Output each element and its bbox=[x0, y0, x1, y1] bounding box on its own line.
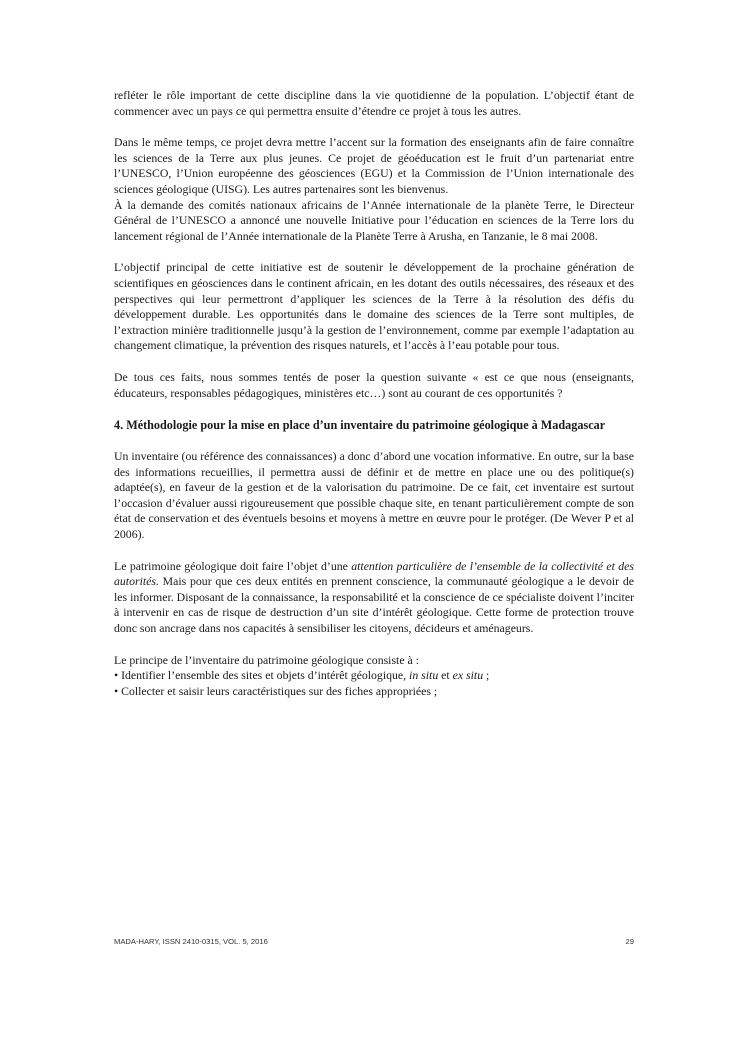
page-number: 29 bbox=[625, 937, 634, 946]
bullet-identify-text: • Identifier l’ensemble des sites et objets d’intérêt géologique, bbox=[114, 668, 410, 683]
bullet-conjunction: et bbox=[438, 668, 453, 683]
ex-situ-term: ex situ bbox=[452, 668, 484, 683]
paragraph-unesco-initiative: À la demande des comités nationaux africains de l’Année internationale de la planète Terre, le Directeur Général de l’UNESCO a annoncé une nouvelle Initiative pour l’éducation en sciences de la Terre lors du lancement régional de l’Année internationale de la Planète Terre à Arusha, en Tanzanie, le 8 mai 2008. bbox=[114, 197, 634, 243]
journal-citation: MADA-HARY, ISSN 2410-0315, VOL. 5, 2016 bbox=[114, 937, 268, 946]
body-text bbox=[114, 88, 634, 699]
list-item-collect: • Collecter et saisir leurs caractéristiques sur des fiches appropriées ; bbox=[114, 683, 438, 698]
list-item-identify bbox=[114, 668, 634, 684]
page-footer bbox=[114, 937, 634, 946]
paragraph-heritage bbox=[114, 559, 634, 637]
paragraph-inventory: Un inventaire (ou référence des connaissances) a donc d’abord une vocation informative. En outre, sur la base des informations recueillies, il permettra aussi de définir et de mettre en place une ou des politique(s) adaptée(s), en faveur de la gestion et de la valorisation du patrimoine. De ce fait, cet inventaire est surtout l’occasion d’évaluer aussi rigoureusement que possible chaque site, en tenant particulièrement compte de son état de conservation et des éventuels besoins et moyens à mettre en œuvre pour le protéger. (De Wever P et al 2006). bbox=[114, 449, 634, 542]
paragraph-teacher-training: Dans le même temps, ce projet devra mettre l’accent sur la formation des enseignants afin de faire connaître les sciences de la Terre aux plus jeunes. Ce projet de géoéducation est le fruit d’un partenariat entre l’UNESCO, l’Union européenne des géosciences (EGU) et la Commission de l’Union internationale des sciences géologique (UISG). Les autres partenaires sont les bienvenus. bbox=[114, 135, 634, 196]
heritage-text-start: Le patrimoine géologique doit faire l’objet d’une bbox=[114, 558, 352, 573]
heritage-emphasis: attention particulière de l’ensemble de la collectivité et des autorités. bbox=[114, 558, 634, 589]
paragraph-question: De tous ces faits, nous sommes tentés de poser la question suivante « est ce que nous (enseignants, éducateurs, responsables pédagogiques, ministères etc…) sont au courant de ces opportunités ? bbox=[114, 369, 634, 400]
paragraph-main-objective: L’objectif principal de cette initiative est de soutenir le développement de la prochaine génération de scientifiques en géosciences dans le continent africain, en les dotant des outils nécessaires, des réseaux et des perspectives qui leur permettront d’appliquer les sciences de la Terre à la résolution des défis du développement durable. Les opportunités dans le domaine des sciences de la Terre sont multiples, de l’extraction minière traditionnelle jusqu’à la gestion de l’environnement, comme par exemple l’adaptation au changement climatique, la prévention des risques naturels, et l’accès à l’eau potable pour tous. bbox=[114, 260, 634, 353]
section-heading: 4. Méthodologie pour la mise en place d’un inventaire du patrimoine géologique à Madagascar bbox=[114, 418, 606, 433]
heritage-text-end: Mais pour que ces deux entités en prennent conscience, la communauté géologique a le devoir de les informer. Disposant de la connaissance, la responsabilité et la conscience de ce spécialiste doivent l’inciter à intervenir en cas de risque de destruction d’un site d’intérêt géologique. Cette forme de protection trouve donc son ancrage dans nos capacités à sensibiliser les citoyens, décideurs et aménageurs. bbox=[114, 574, 634, 636]
in-situ-term: in situ bbox=[409, 668, 439, 683]
paragraph-intro: refléter le rôle important de cette discipline dans la vie quotidienne de la population. L’objectif étant de commencer avec un pays ce qui permettra ensuite d’étendre ce projet à tous les autres. bbox=[114, 88, 634, 118]
bullet-end: ; bbox=[483, 668, 490, 683]
paragraph-principle: Le principe de l’inventaire du patrimoine géologique consiste à : bbox=[114, 652, 419, 667]
